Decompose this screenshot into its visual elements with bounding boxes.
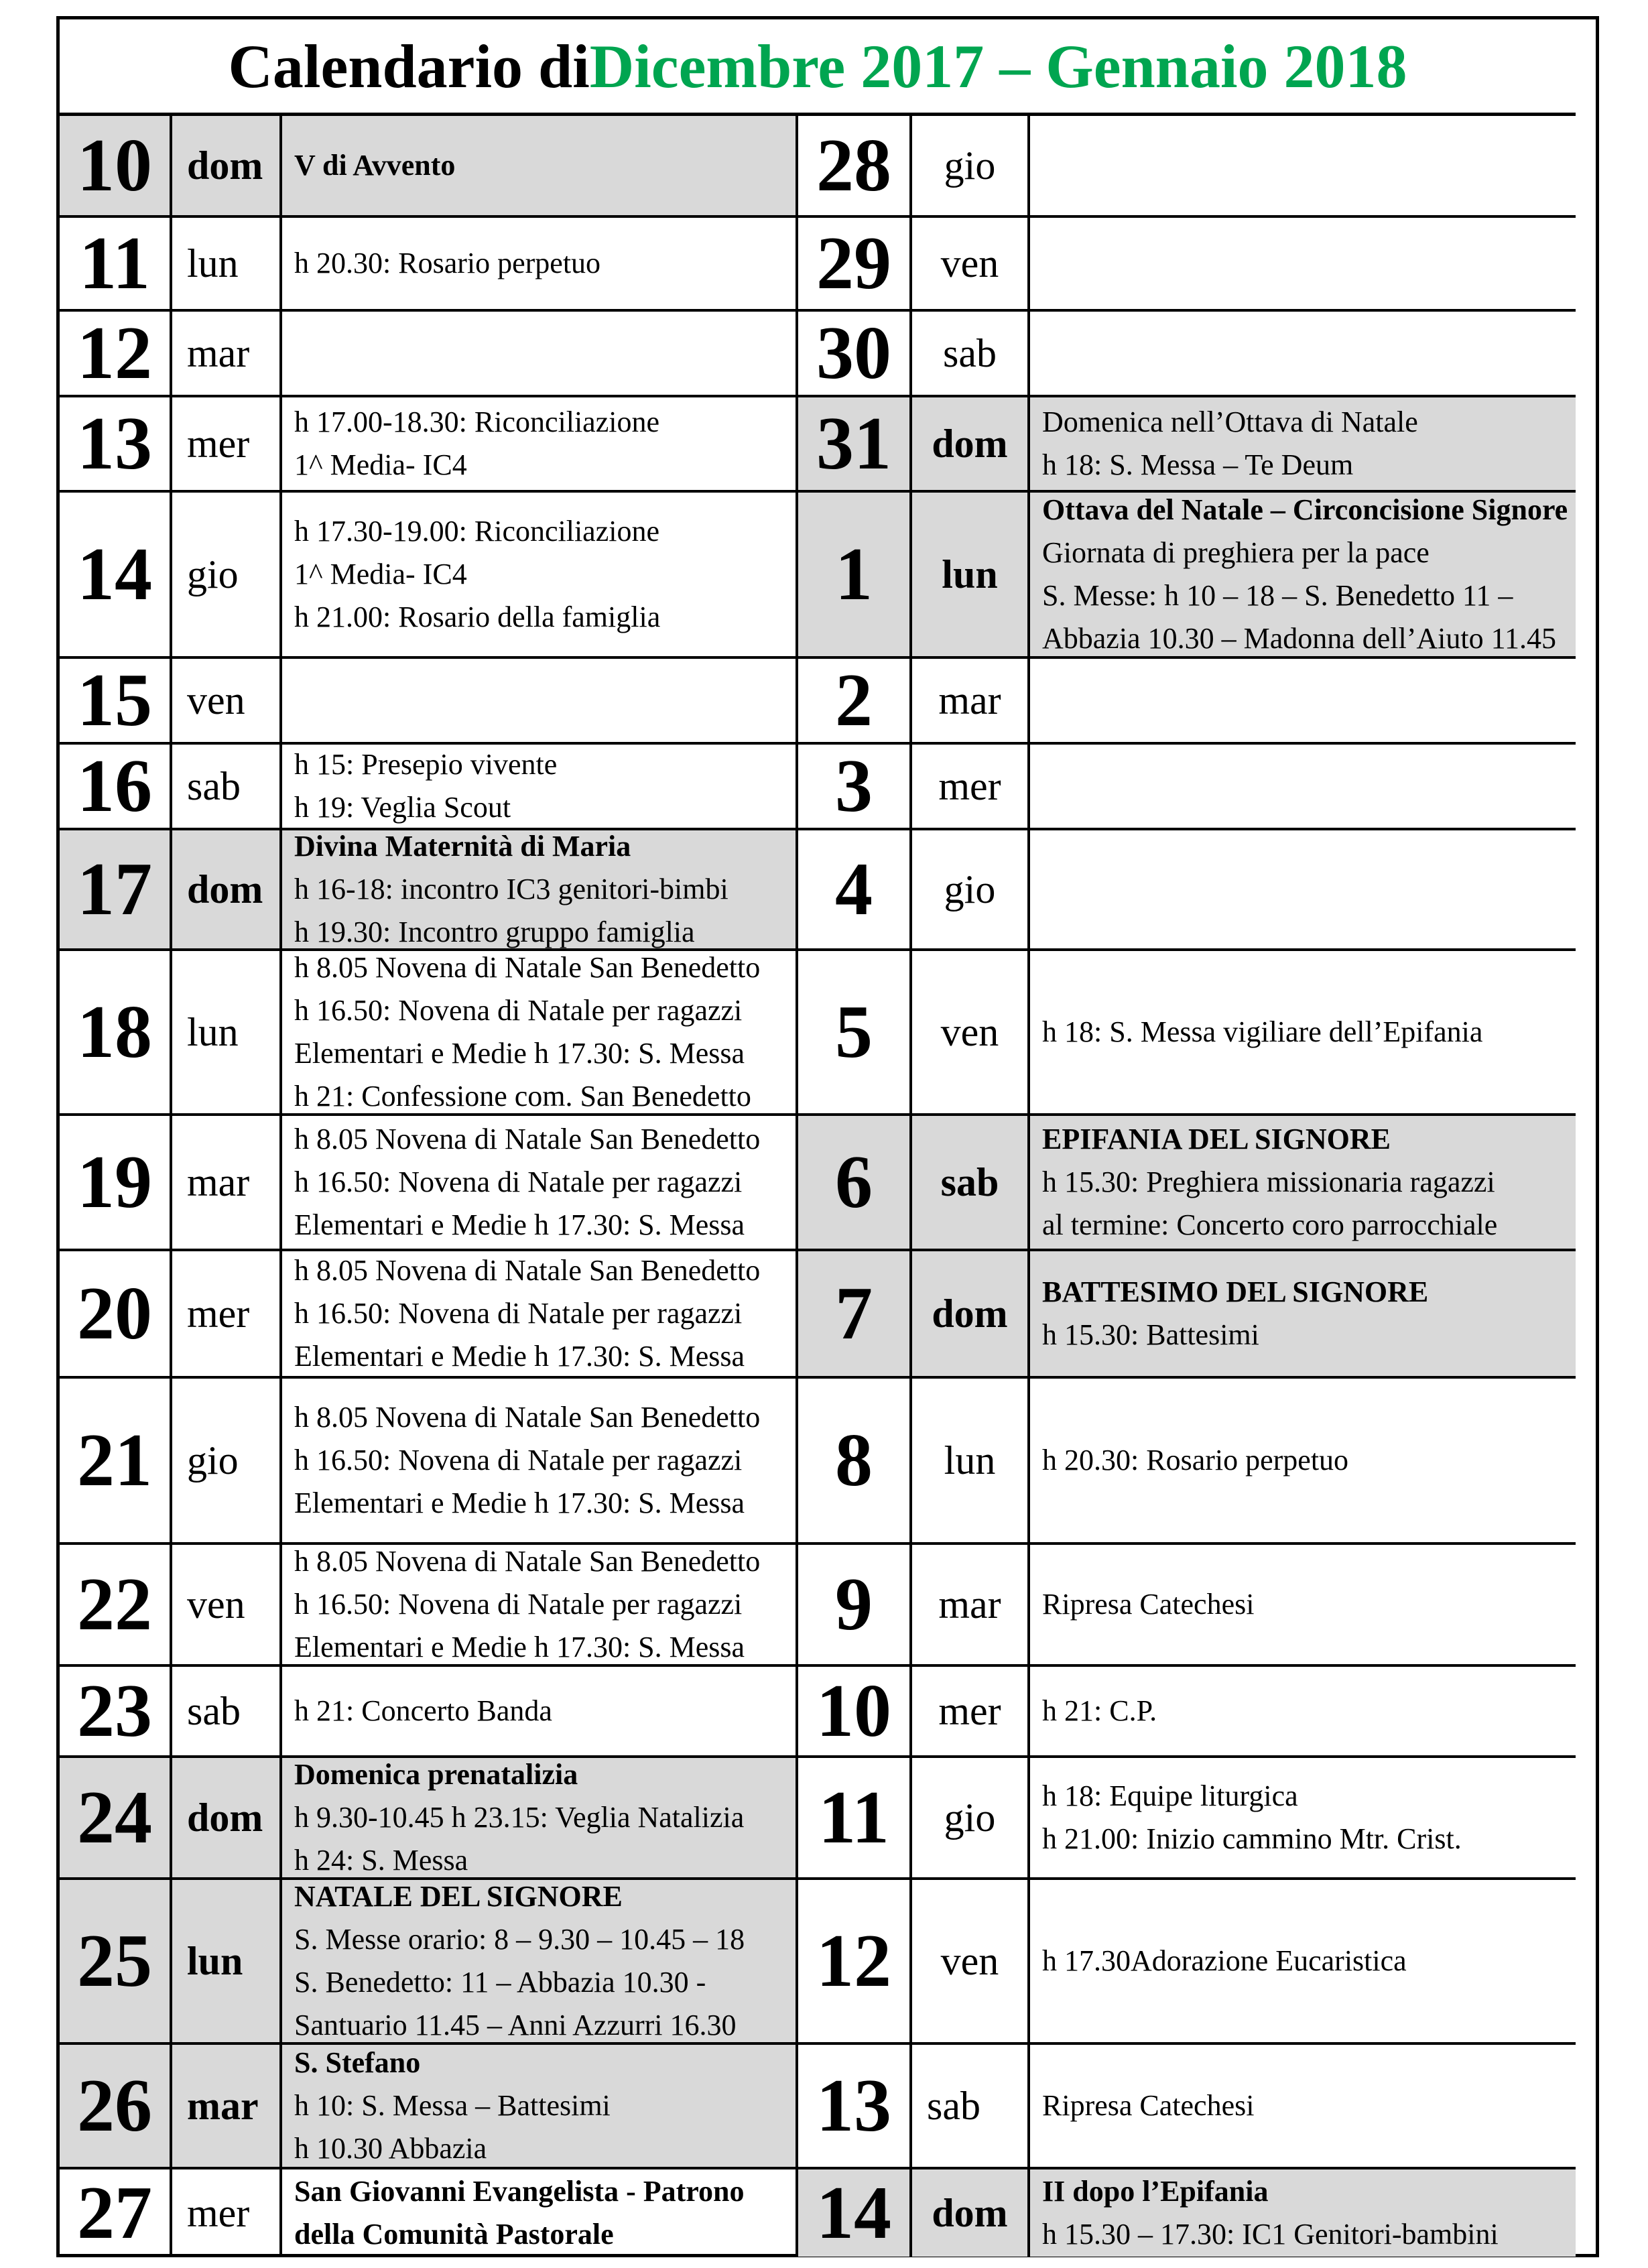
- date-number: 27: [60, 2169, 172, 2257]
- events-cell: [282, 397, 798, 493]
- event-line: h 9.30-10.45 h 23.15: Veglia Natalizia: [294, 1801, 745, 1834]
- date-number: 31: [798, 397, 912, 493]
- event-line: h 8.05 Novena di Natale San Benedetto: [294, 1545, 761, 1578]
- event-line: Elementari e Medie h 17.30: S. Messa: [294, 1208, 745, 1241]
- event-heading: EPIFANIA DEL SIGNORE: [1042, 1123, 1391, 1155]
- events-cell: [282, 218, 798, 312]
- weekday-label: gio: [912, 116, 1030, 218]
- events-cell: [282, 493, 798, 659]
- date-number: 5: [798, 951, 912, 1116]
- weekday-label: lun: [172, 951, 282, 1116]
- event-line: h 21: Confessione com. San Benedetto: [294, 1080, 751, 1113]
- date-number: 22: [60, 1545, 172, 1667]
- event-line: h 21: C.P.: [1042, 1694, 1157, 1727]
- event-line: S. Benedetto: 11 – Abbazia 10.30 -: [294, 1966, 706, 1999]
- weekday-label: dom: [912, 397, 1030, 493]
- weekday-label: sab: [172, 745, 282, 830]
- events-cell: [1030, 1667, 1576, 1758]
- weekday-label: dom: [172, 1758, 282, 1880]
- events-cell: [282, 1116, 798, 1251]
- events-cell: [1030, 951, 1576, 1116]
- weekday-label: gio: [912, 830, 1030, 951]
- title-months: Dicembre 2017 – Gennaio 2018: [589, 32, 1407, 101]
- event-line: Ripresa Catechesi: [1042, 1588, 1255, 1621]
- date-number: 4: [798, 830, 912, 951]
- event-line: h 18: Equipe liturgica: [1042, 1779, 1298, 1812]
- weekday-label: dom: [912, 2169, 1030, 2257]
- date-number: 6: [798, 1116, 912, 1251]
- events-cell: [282, 659, 798, 745]
- event-line: Abbazia 10.30 – Madonna dell’Aiuto 11.45: [1042, 622, 1556, 655]
- date-number: 19: [60, 1116, 172, 1251]
- event-line: h 20.30: Rosario perpetuo: [1042, 1444, 1349, 1476]
- weekday-label: mar: [172, 312, 282, 397]
- event-line: h 17.30Adorazione Eucaristica: [1042, 1944, 1407, 1977]
- event-line: Elementari e Medie h 17.30: S. Messa: [294, 1631, 745, 1663]
- date-number: 11: [798, 1758, 912, 1880]
- weekday-label: mer: [912, 745, 1030, 830]
- events-cell: [282, 1880, 798, 2045]
- date-number: 21: [60, 1379, 172, 1545]
- event-line: h 18: S. Messa – Te Deum: [1042, 448, 1354, 481]
- event-line: 1^ Media- IC4: [294, 448, 467, 481]
- event-heading: NATALE DEL SIGNORE: [294, 1880, 623, 1913]
- event-line: h 15.30: Battesimi: [1042, 1318, 1259, 1351]
- date-number: 18: [60, 951, 172, 1116]
- event-line: h 15: Presepio vivente: [294, 748, 558, 781]
- date-number: 14: [60, 493, 172, 659]
- date-number: 7: [798, 1251, 912, 1379]
- event-line: S. Messe orario: 8 – 9.30 – 10.45 – 18: [294, 1923, 745, 1956]
- event-heading: II dopo l’Epifania: [1042, 2175, 1269, 2208]
- date-number: 14: [798, 2169, 912, 2257]
- event-line: Elementari e Medie h 17.30: S. Messa: [294, 1340, 745, 1373]
- events-cell: [1030, 2169, 1576, 2257]
- events-cell: [1030, 116, 1576, 218]
- date-number: 9: [798, 1545, 912, 1667]
- weekday-label: ven: [172, 659, 282, 745]
- weekday-label: lun: [912, 1379, 1030, 1545]
- event-line: h 16-18: incontro IC3 genitori-bimbi: [294, 873, 728, 905]
- event-line: S. Messe: h 10 – 18 – S. Benedetto 11 –: [1042, 579, 1513, 612]
- event-heading: S. Stefano: [294, 2046, 421, 2079]
- events-cell: [282, 951, 798, 1116]
- event-heading: Divina Maternità di Maria: [294, 830, 631, 863]
- date-number: 13: [798, 2045, 912, 2169]
- events-cell: [1030, 1545, 1576, 1667]
- events-cell: [282, 1667, 798, 1758]
- date-number: 23: [60, 1667, 172, 1758]
- events-cell: [282, 2169, 798, 2257]
- event-heading: San Giovanni Evangelista - Patrono: [294, 2175, 745, 2208]
- weekday-label: dom: [172, 116, 282, 218]
- event-line: h 19.30: Incontro gruppo famiglia: [294, 916, 695, 948]
- date-number: 24: [60, 1758, 172, 1880]
- weekday-label: mer: [172, 1251, 282, 1379]
- weekday-label: gio: [172, 493, 282, 659]
- events-cell: [282, 116, 798, 218]
- events-cell: [282, 2045, 798, 2169]
- event-line: h 18: S. Messa vigiliare dell’Epifania: [1042, 1015, 1483, 1048]
- weekday-label: mar: [172, 1116, 282, 1251]
- events-cell: [1030, 312, 1576, 397]
- date-number: 30: [798, 312, 912, 397]
- event-line: h 16.50: Novena di Natale per ragazzi: [294, 1588, 743, 1621]
- date-number: 20: [60, 1251, 172, 1379]
- event-line: h 19: Veglia Scout: [294, 791, 511, 824]
- weekday-label: ven: [912, 951, 1030, 1116]
- event-heading: Domenica prenatalizia: [294, 1758, 578, 1791]
- event-line: h 24: S. Messa: [294, 1844, 468, 1877]
- event-line: Domenica nell’Ottava di Natale: [1042, 405, 1418, 438]
- date-number: 13: [60, 397, 172, 493]
- event-line: h 16.50: Novena di Natale per ragazzi: [294, 994, 743, 1027]
- events-cell: [1030, 493, 1576, 659]
- events-cell: [1030, 397, 1576, 493]
- date-number: 25: [60, 1880, 172, 2045]
- event-line: Santuario 11.45 – Anni Azzurri 16.30: [294, 2009, 737, 2041]
- date-number: 15: [60, 659, 172, 745]
- date-number: 28: [798, 116, 912, 218]
- weekday-label: dom: [172, 830, 282, 951]
- weekday-label: gio: [172, 1379, 282, 1545]
- event-line: h 21: Concerto Banda: [294, 1694, 552, 1727]
- event-heading: V di Avvento: [294, 149, 456, 182]
- weekday-label: mar: [912, 659, 1030, 745]
- weekday-label: lun: [172, 218, 282, 312]
- weekday-label: lun: [172, 1880, 282, 2045]
- date-number: 8: [798, 1379, 912, 1545]
- event-line: h 10.30 Abbazia: [294, 2132, 487, 2165]
- event-line: 1^ Media- IC4: [294, 558, 467, 590]
- calendar-table: [56, 16, 1599, 2257]
- events-cell: [1030, 745, 1576, 830]
- date-number: 10: [798, 1667, 912, 1758]
- event-line: h 17.30-19.00: Riconciliazione: [294, 515, 659, 548]
- event-line: Elementari e Medie h 17.30: S. Messa: [294, 1487, 745, 1519]
- weekday-label: mer: [912, 1667, 1030, 1758]
- events-cell: [1030, 2045, 1576, 2169]
- event-line: h 8.05 Novena di Natale San Benedetto: [294, 1123, 761, 1155]
- events-cell: [282, 745, 798, 830]
- weekday-label: mar: [172, 2045, 282, 2169]
- weekday-label: dom: [912, 1251, 1030, 1379]
- events-cell: [282, 1379, 798, 1545]
- date-number: 26: [60, 2045, 172, 2169]
- events-cell: [1030, 1880, 1576, 2045]
- event-line: della Comunità Pastorale: [294, 2218, 614, 2251]
- date-number: 1: [798, 493, 912, 659]
- event-line: h 21.00: Inizio cammino Mtr. Crist.: [1042, 1822, 1462, 1855]
- events-cell: [1030, 218, 1576, 312]
- event-line: Ripresa Catechesi: [1042, 2089, 1255, 2122]
- event-heading: BATTESIMO DEL SIGNORE: [1042, 1275, 1429, 1308]
- event-line: h 8.05 Novena di Natale San Benedetto: [294, 1401, 761, 1434]
- event-line: al termine: Concerto coro parrocchiale: [1042, 1208, 1498, 1241]
- date-number: 12: [60, 312, 172, 397]
- events-cell: [1030, 830, 1576, 951]
- weekday-label: mar: [912, 1545, 1030, 1667]
- event-line: h 10: S. Messa – Battesimi: [294, 2089, 611, 2122]
- event-line: h 20.30: Rosario perpetuo: [294, 247, 601, 279]
- events-cell: [1030, 1379, 1576, 1545]
- date-number: 10: [60, 116, 172, 218]
- event-line: Elementari e Medie h 17.30: S. Messa: [294, 1037, 745, 1070]
- weekday-label: sab: [912, 2045, 1030, 2169]
- title-prefix: Calendario di: [228, 32, 590, 101]
- date-number: 12: [798, 1880, 912, 2045]
- events-cell: [1030, 1758, 1576, 1880]
- date-number: 2: [798, 659, 912, 745]
- date-number: 11: [60, 218, 172, 312]
- weekday-label: ven: [912, 1880, 1030, 2045]
- date-number: 29: [798, 218, 912, 312]
- events-cell: [282, 1545, 798, 1667]
- weekday-label: mer: [172, 397, 282, 493]
- events-cell: [1030, 659, 1576, 745]
- events-cell: [282, 1251, 798, 1379]
- event-line: h 21.00: Rosario della famiglia: [294, 601, 661, 633]
- weekday-label: lun: [912, 493, 1030, 659]
- weekday-label: sab: [912, 1116, 1030, 1251]
- date-number: 16: [60, 745, 172, 830]
- event-line: Giornata di preghiera per la pace: [1042, 536, 1430, 569]
- weekday-label: ven: [172, 1545, 282, 1667]
- event-line: h 16.50: Novena di Natale per ragazzi: [294, 1297, 743, 1330]
- weekday-label: sab: [172, 1667, 282, 1758]
- events-cell: [1030, 1116, 1576, 1251]
- event-line: h 17.00-18.30: Riconciliazione: [294, 405, 659, 438]
- event-line: h 16.50: Novena di Natale per ragazzi: [294, 1444, 743, 1476]
- date-number: 3: [798, 745, 912, 830]
- events-cell: [282, 830, 798, 951]
- event-line: h 15.30: Preghiera missionaria ragazzi: [1042, 1166, 1495, 1198]
- event-line: h 16.50: Novena di Natale per ragazzi: [294, 1166, 743, 1198]
- calendar-title: [60, 19, 1576, 116]
- weekday-label: ven: [912, 218, 1030, 312]
- event-line: h 8.05 Novena di Natale San Benedetto: [294, 951, 761, 984]
- events-cell: [282, 1758, 798, 1880]
- events-cell: [1030, 1251, 1576, 1379]
- weekday-label: mer: [172, 2169, 282, 2257]
- event-heading: Ottava del Natale – Circoncisione Signore: [1042, 493, 1568, 526]
- event-line: h 8.05 Novena di Natale San Benedetto: [294, 1254, 761, 1287]
- weekday-label: gio: [912, 1758, 1030, 1880]
- event-line: h 15.30 – 17.30: IC1 Genitori-bambini: [1042, 2218, 1499, 2251]
- weekday-label: sab: [912, 312, 1030, 397]
- date-number: 17: [60, 830, 172, 951]
- events-cell: [282, 312, 798, 397]
